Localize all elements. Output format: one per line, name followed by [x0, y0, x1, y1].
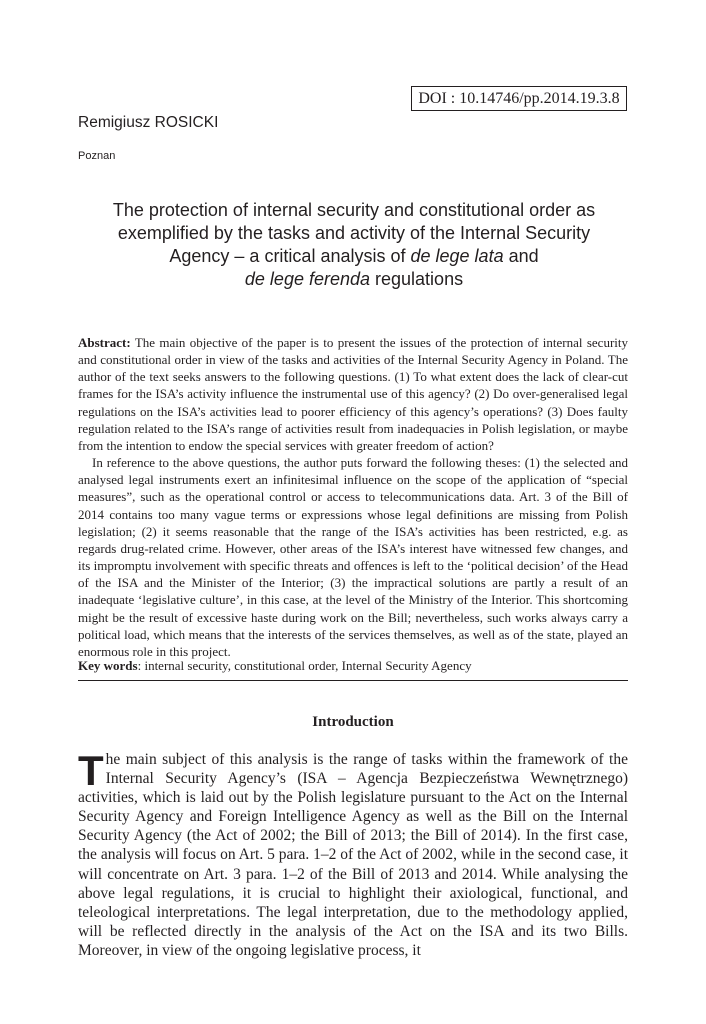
author-name: Remigiusz ROSICKI — [78, 114, 219, 131]
keywords — [78, 657, 628, 674]
keywords-text: : internal security, constitutional order, Internal Security Agency — [137, 658, 472, 673]
abstract-paragraph-1 — [78, 334, 628, 454]
drop-cap: T — [78, 747, 104, 794]
abstract — [78, 334, 628, 660]
title-text-3: regulations — [370, 269, 464, 289]
section-divider — [78, 680, 628, 681]
title-italic-2: de lege ferenda — [244, 269, 371, 289]
doi-text: DOI : 10.14746/pp.2014.19.3.8 — [418, 90, 620, 107]
abstract-text-2: In reference to the above questions, the author puts forward the following theses: (1) the selected and analysed legal instruments exert an infinitesimal influence on the scope of the application of “special measures”, such as the operational control or access to telecommunications data. Art. 3 of the Bill of 2014 contains too many vague terms or expressions whose legal definitions are missing from Polish legislation; (2) it seems reasonable that the range of the ISA’s activities has been restricted, e.g. as regards drug-related crime. However, other areas of the ISA’s interest have witnessed few changes, and its impromptu involvement with specific threats and offences is left to the ‘political decision’ of the Head of the ISA and the Minister of the Interior; (3) the impractical solutions are partly a result of an inadequate ‘legislative culture’, in this case, at the level of the Ministry of the Interior. This shortcoming might be the result of excessive haste during work on the Bill; nevertheless, such works always carry a political load, which means that the interests of the services themselves, as well as of the state, played an enormous role in this project. — [78, 455, 628, 659]
title-italic-1: de lege lata — [410, 246, 504, 266]
introduction-heading: Introduction — [312, 714, 394, 730]
keywords-label: Key words — [78, 658, 138, 673]
abstract-label: Abstract: — [78, 335, 131, 350]
abstract-paragraph-2 — [78, 454, 628, 660]
introduction-body — [78, 747, 628, 960]
introduction-paragraph — [78, 747, 628, 960]
doi-box — [411, 86, 627, 111]
introduction-text: he main subject of this analysis is the range of tasks within the framework of the Internal Security Agency’s (ISA – Agencja Bezpieczeństwa Wewnętrznego) activities, which is laid out by the Polish legislature pursuant to the Act on the Internal Security Agency and Foreign Intelligence Agency as well as the Bill on the Internal Security Agency (the Act of 2002; the Bill of 2013; the Bill of 2014). In the first case, the analysis will focus on Art. 5 para. 1–2 of the Act of 2002, while in the second case, it will concentrate on Art. 3 para. 1–2 of the Bill of 2013 and 2014. While analysing the above legal regulations, it is crucial to highlight their axiological, functional, and teleological interpretations. The legal interpretation, due to the methodology applied, will be reflected directly in the analysis of the Act on the ISA and its two Bills. Moreover, in view of the ongoing legislative process, it — [78, 751, 628, 959]
paper-title — [95, 199, 613, 291]
title-text-2: and — [503, 246, 539, 266]
title-text-1: The protection of internal security and constitutional order as exemplified by the tasks and activity of the Internal Security Agency – a critical analysis of — [112, 200, 596, 266]
abstract-text-1: The main objective of the paper is to present the issues of the protection of internal security and constitutional order in view of the tasks and activities of the Internal Security Agency in Poland. The author of the text seeks answers to the following questions. (1) To what extent does the lack of clear-cut frames for the ISA’s activity influence the instrumental use of this agency? (2) Do over-generalised legal regulations on the ISA’s activities lead to poorer efficiency of this agency’s operations? (3) Does faulty regulation related to the ISA’s range of activities result from inadequacies in Polish legislation, or maybe from the intention to endow the special services with greater freedom of action? — [78, 335, 628, 453]
author-affiliation: Poznan — [78, 150, 116, 162]
